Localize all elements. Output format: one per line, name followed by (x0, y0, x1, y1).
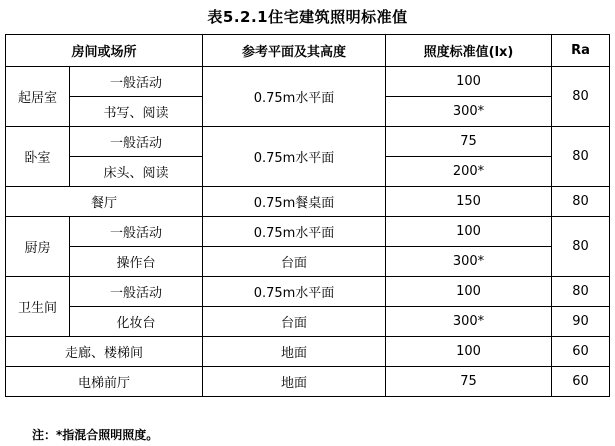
activity-cell: 床头、阅读 (70, 157, 203, 187)
ra-cell: 80 (552, 187, 610, 217)
room-cell: 卧室 (6, 127, 70, 187)
plane-cell: 台面 (203, 307, 386, 337)
plane-cell: 台面 (203, 247, 386, 277)
footnote: 注：*指混合照明照度。 (32, 428, 159, 442)
room-cell: 起居室 (6, 67, 70, 127)
table-header-row (6, 35, 610, 67)
plane-cell: 地面 (203, 337, 386, 367)
room-cell: 电梯前厅 (6, 367, 203, 397)
lux-cell: 100 (386, 67, 552, 97)
lighting-standard-table (5, 34, 610, 397)
ra-cell: 80 (552, 127, 610, 187)
activity-cell: 一般活动 (70, 217, 203, 247)
lux-cell: 300* (386, 247, 552, 277)
plane-cell: 0.75m水平面 (203, 67, 386, 127)
activity-cell: 一般活动 (70, 277, 203, 307)
lux-cell: 100 (386, 217, 552, 247)
table-row (6, 367, 610, 397)
table-row (6, 217, 610, 247)
plane-cell: 0.75m水平面 (203, 127, 386, 187)
table-title: 表5.2.1住宅建筑照明标准值 (207, 8, 408, 26)
table-row (6, 277, 610, 307)
lux-cell: 150 (386, 187, 552, 217)
ra-cell: 80 (552, 67, 610, 127)
lux-cell: 300* (386, 97, 552, 127)
ra-cell: 80 (552, 277, 610, 307)
room-cell: 厨房 (6, 217, 70, 277)
lux-cell: 100 (386, 277, 552, 307)
header-ra: Ra (552, 35, 610, 67)
lux-cell: 75 (386, 127, 552, 157)
plane-cell: 0.75m餐桌面 (203, 187, 386, 217)
header-room: 房间或场所 (6, 35, 203, 67)
ra-cell: 60 (552, 367, 610, 397)
table-row (6, 67, 610, 97)
header-lux: 照度标准值(lx) (386, 35, 552, 67)
activity-cell: 一般活动 (70, 67, 203, 97)
ra-cell: 60 (552, 337, 610, 367)
table-row (6, 247, 610, 277)
activity-cell: 操作台 (70, 247, 203, 277)
table-row (6, 187, 610, 217)
plane-cell: 地面 (203, 367, 386, 397)
room-cell: 走廊、楼梯间 (6, 337, 203, 367)
lux-cell: 75 (386, 367, 552, 397)
plane-cell: 0.75m水平面 (203, 217, 386, 247)
lux-cell: 100 (386, 337, 552, 367)
room-cell: 卫生间 (6, 277, 70, 337)
plane-cell: 0.75m水平面 (203, 277, 386, 307)
lux-cell: 300* (386, 307, 552, 337)
table-row (6, 337, 610, 367)
table-row (6, 127, 610, 157)
lux-cell: 200* (386, 157, 552, 187)
room-cell: 餐厅 (6, 187, 203, 217)
activity-cell: 一般活动 (70, 127, 203, 157)
activity-cell: 书写、阅读 (70, 97, 203, 127)
ra-cell: 80 (552, 217, 610, 277)
table-row (6, 307, 610, 337)
header-plane: 参考平面及其高度 (203, 35, 386, 67)
ra-cell: 90 (552, 307, 610, 337)
activity-cell: 化妆台 (70, 307, 203, 337)
